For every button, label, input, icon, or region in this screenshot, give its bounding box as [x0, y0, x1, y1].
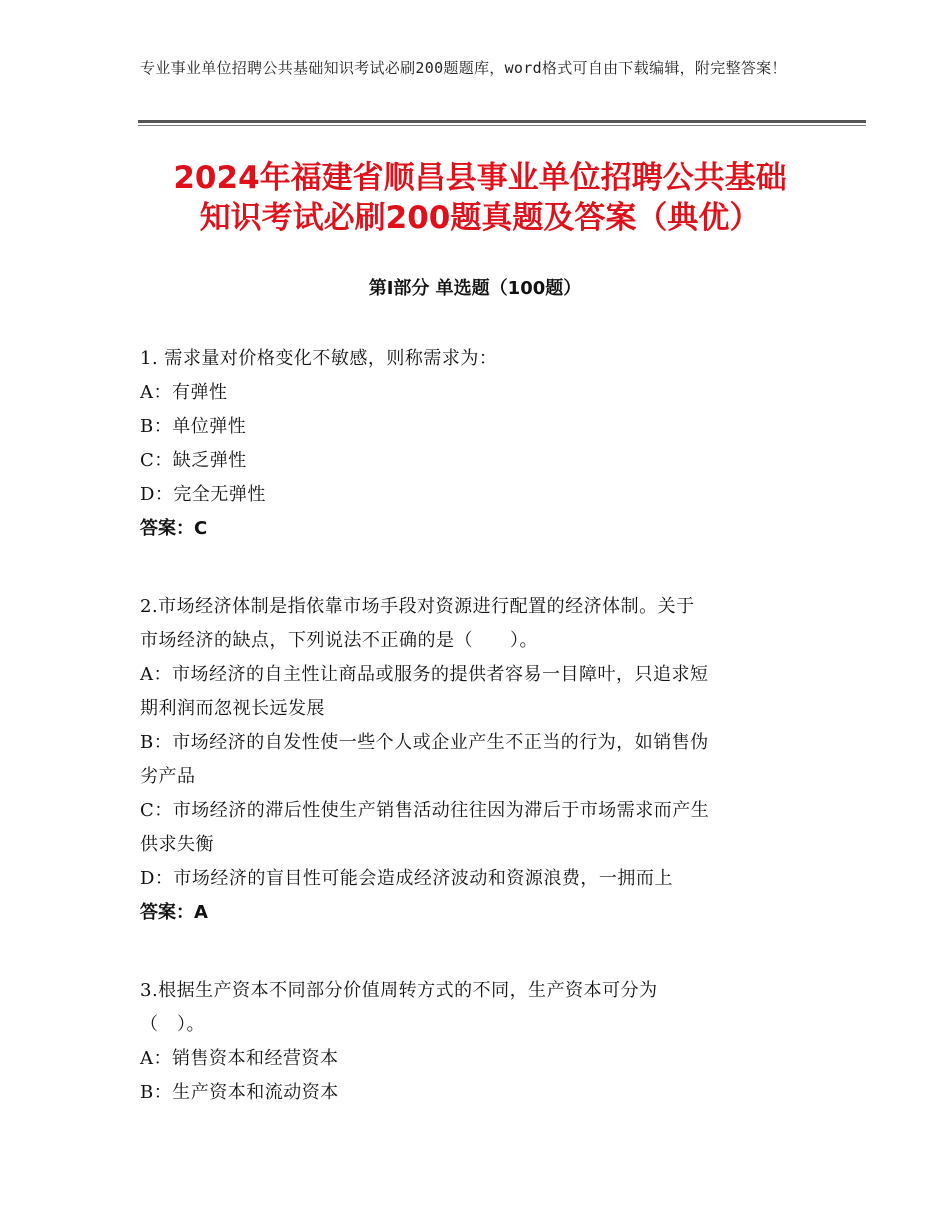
question-1-option-d: D：完全无弹性	[140, 484, 266, 505]
question-2-option-b-line-1: B：市场经济的自发性使一些个人或企业产生不正当的行为，如销售伪	[140, 732, 709, 753]
question-1-option-a: A：有弹性	[140, 382, 228, 403]
question-2-option-c-line-1: C：市场经济的滞后性使生产销售活动往往因为滞后于市场需求而产生	[140, 800, 710, 821]
question-2-option-d: D：市场经济的盲目性可能会造成经济波动和资源浪费，一拥而上	[140, 868, 673, 889]
section-heading: 第Ⅰ部分 单选题（100题）	[368, 278, 582, 299]
header-rule-thick	[138, 120, 866, 123]
document-title-line-2: 知识考试必刷200题真题及答案（典优）	[199, 200, 761, 236]
question-list	[140, 342, 810, 1154]
question-2-option-a-line-2: 期利润而忽视长远发展	[140, 698, 325, 719]
question-3-option-a: A：销售资本和经营资本	[140, 1048, 339, 1069]
question-1	[140, 342, 810, 546]
question-3	[140, 974, 810, 1110]
question-1-stem: 1. 需求量对价格变化不敏感，则称需求为：	[140, 348, 498, 369]
document-title	[140, 158, 820, 238]
question-3-option-b: B：生产资本和流动资本	[140, 1082, 339, 1103]
question-2-option-c-line-2: 供求失衡	[140, 834, 214, 855]
question-2-stem-line-2: 市场经济的缺点，下列说法不正确的是（ ）。	[140, 630, 538, 651]
question-3-stem-line-1: 3.根据生产资本不同部分价值周转方式的不同，生产资本可分为	[140, 980, 658, 1001]
header-note: 专业事业单位招聘公共基础知识考试必刷200题题库，word格式可自由下载编辑，附完整答案！	[140, 59, 787, 77]
question-3-stem-line-2: （ ）。	[140, 1014, 205, 1035]
question-1-option-c: C：缺乏弹性	[140, 450, 247, 471]
question-1-answer: 答案：C	[140, 518, 208, 539]
header-rule-thin	[138, 125, 866, 126]
question-2	[140, 590, 810, 930]
question-1-option-b: B：单位弹性	[140, 416, 247, 437]
question-2-option-a-line-1: A：市场经济的自主性让商品或服务的提供者容易一目障叶，只追求短	[140, 664, 709, 685]
question-2-option-b-line-2: 劣产品	[140, 766, 196, 787]
question-2-answer: 答案：A	[140, 902, 208, 923]
document-title-line-1: 2024年福建省顺昌县事业单位招聘公共基础	[173, 160, 787, 196]
question-2-stem-line-1: 2.市场经济体制是指依靠市场手段对资源进行配置的经济体制。关于	[140, 596, 695, 617]
